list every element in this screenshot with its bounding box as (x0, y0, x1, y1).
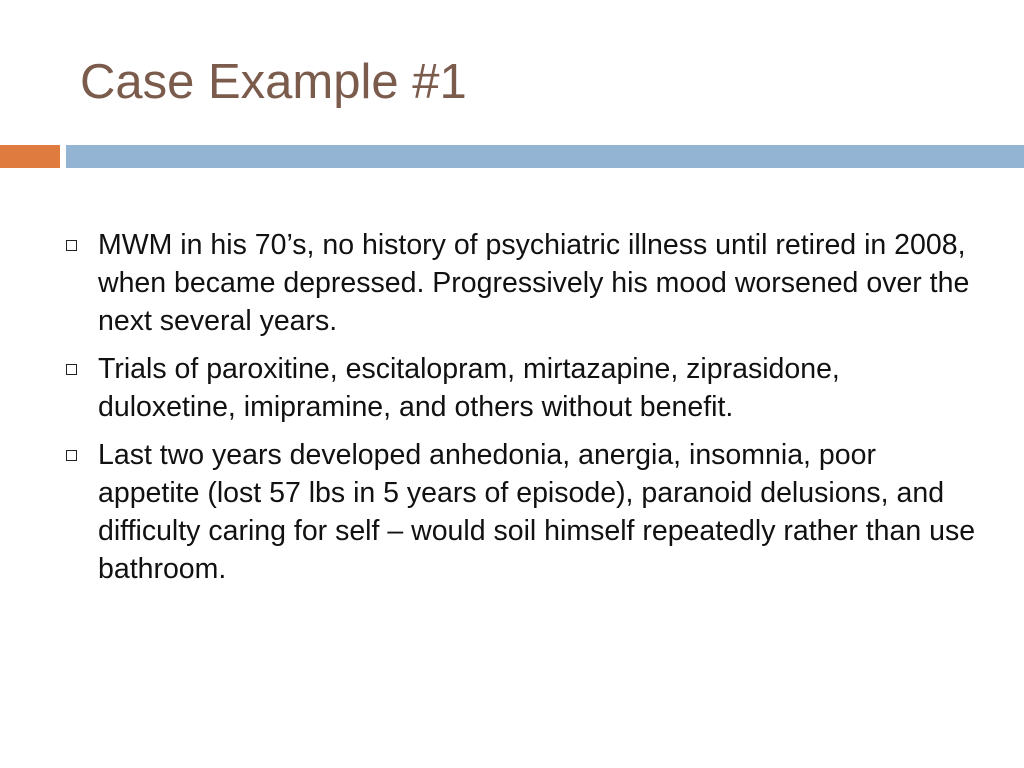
accent-bar-blue (66, 145, 1024, 168)
list-item (60, 226, 980, 340)
accent-bar-orange (0, 145, 60, 168)
bullet-text: Last two years developed anhedonia, anergia, insomnia, poor appetite (lost 57 lbs in 5 years of episode), paranoid delusions, and difficulty caring for self – would soil himself repeatedly rather than use bathroom. (98, 439, 976, 585)
bullet-list (60, 226, 980, 598)
hollow-square-bullet-icon (66, 450, 77, 461)
list-item (60, 436, 980, 588)
list-item (60, 350, 980, 426)
bullet-text: Trials of paroxitine, escitalopram, mirtazapine, ziprasidone, duloxetine, imipramine, and others without benefit. (98, 353, 840, 423)
hollow-square-bullet-icon (66, 364, 77, 375)
slide-title: Case Example #1 (80, 55, 467, 109)
bullet-text: MWM in his 70’s, no history of psychiatric illness until retired in 2008, when became depressed. Progressively his mood worsened over the next several years. (98, 229, 970, 337)
hollow-square-bullet-icon (66, 240, 77, 251)
